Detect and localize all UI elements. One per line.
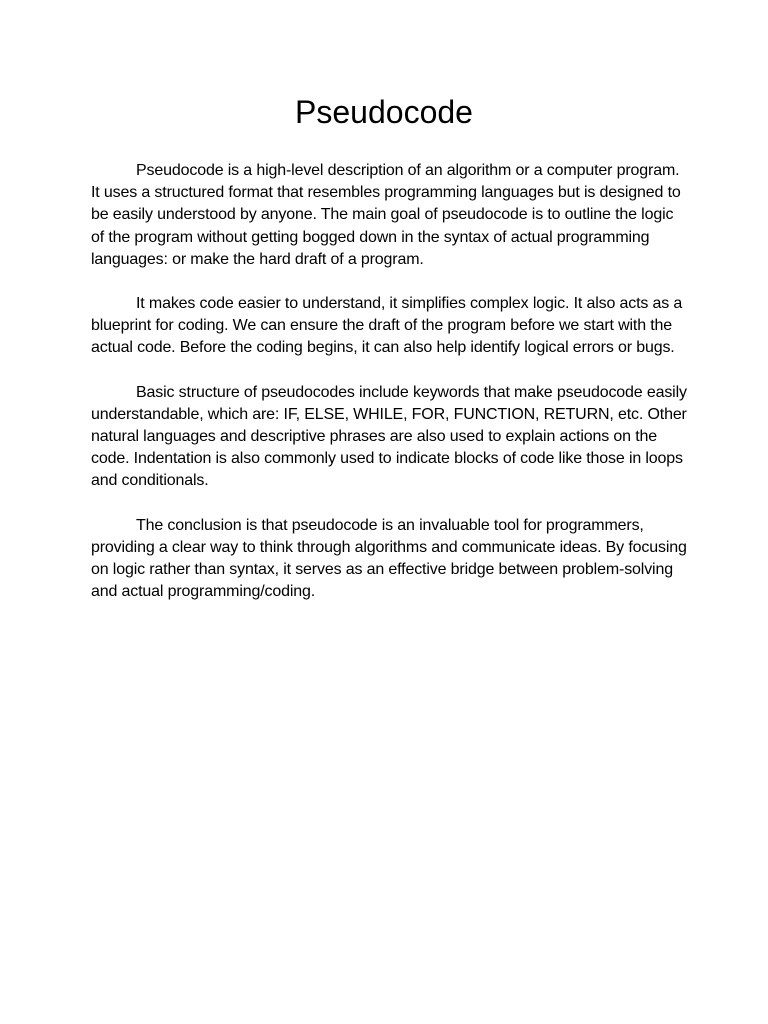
paragraph-conclusion: The conclusion is that pseudocode is an invaluable tool for programmers, providing a clear way to think through algorithms and communicate ideas. By focusing on logic rather than syntax, it serves as an effective bridge between problem-solving and actual programming/coding. bbox=[91, 516, 687, 601]
document-body bbox=[91, 160, 689, 625]
paragraph-structure: Basic structure of pseudocodes include keywords that make pseudocode easily understandable, which are: IF, ELSE, WHILE, FOR, FUNCTION, RETURN, etc. Other natural languages and descriptive phrases are also used to explain actions on the code. Indentation is also commonly used to indicate blocks of code like those in loops and conditionals. bbox=[91, 383, 687, 490]
paragraph-benefits: It makes code easier to understand, it simplifies complex logic. It also acts as a blueprint for coding. We can ensure the draft of the program before we start with the actual code. Before the coding begins, it can also help identify logical errors or bugs. bbox=[91, 295, 683, 357]
paragraph-intro: Pseudocode is a high-level description of an algorithm or a computer program. It uses a structured format that resembles programming languages but is designed to be easily understood by anyone. The main goal of pseudocode is to outline the logic of the program without getting bogged down in the syntax of actual programming languages: or make the hard draft of a program. bbox=[91, 162, 681, 268]
document-title: Pseudocode bbox=[295, 94, 473, 130]
